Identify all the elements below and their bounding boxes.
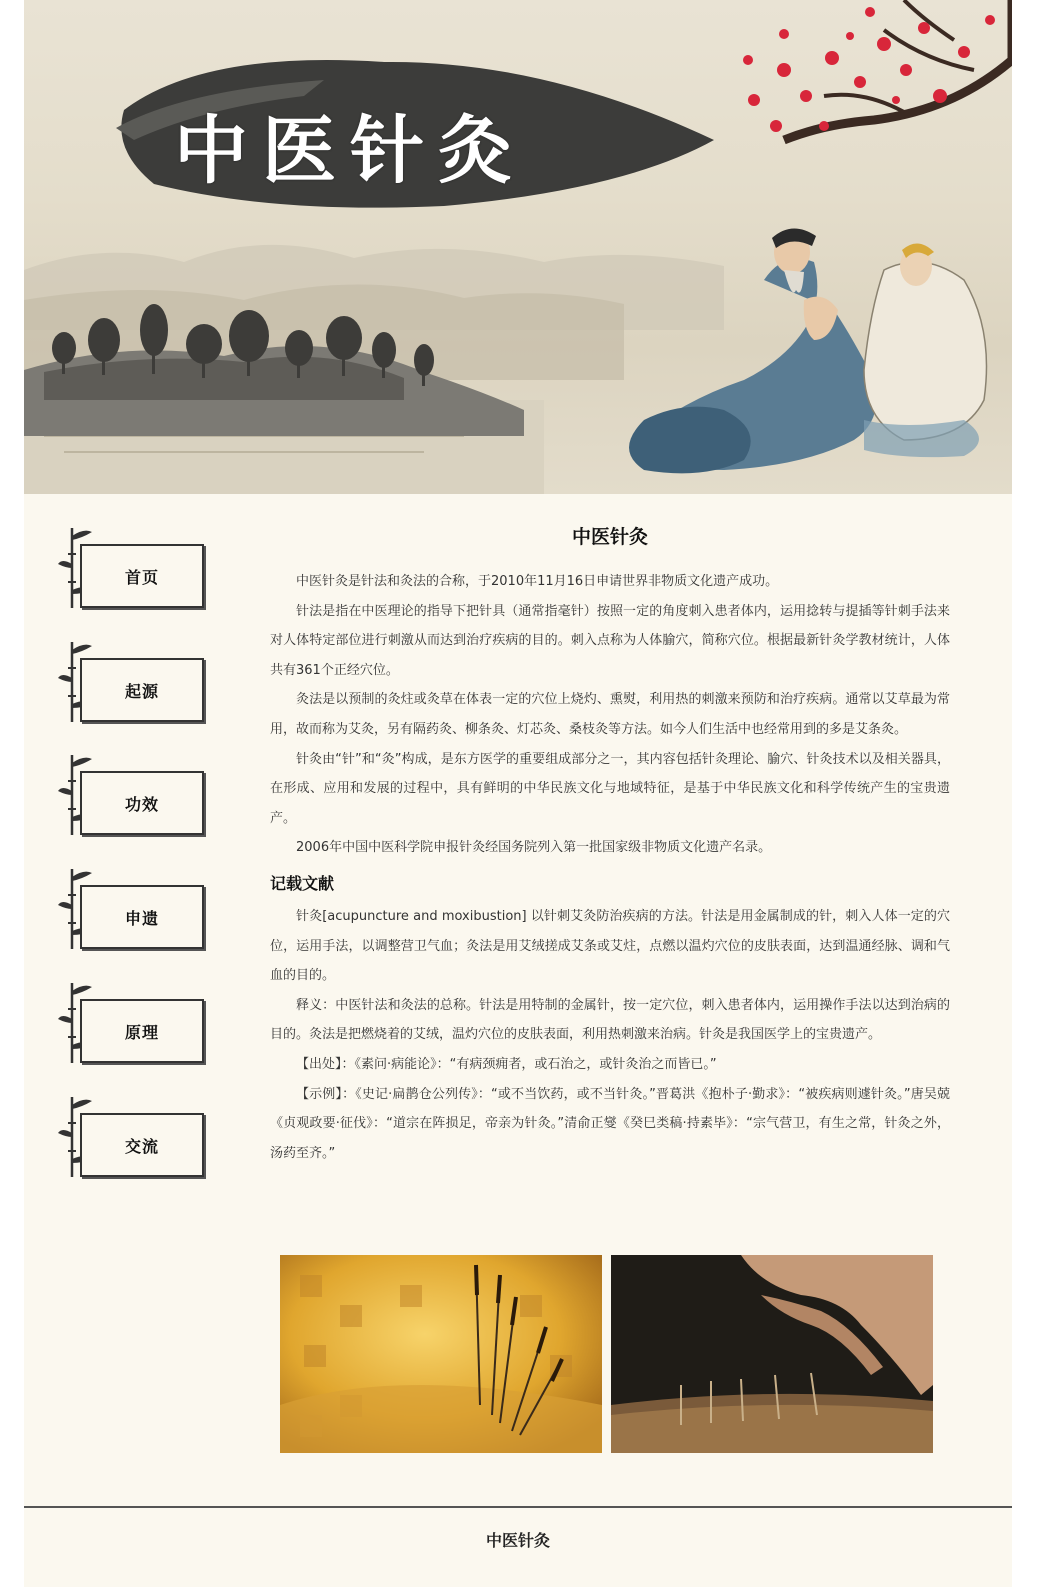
nav-box[interactable] (80, 544, 204, 608)
nav-box[interactable] (80, 658, 204, 722)
nav-box[interactable] (80, 1113, 204, 1177)
section-paragraph: 针灸[acupuncture and moxibustion] 以针刺艾灸防治疾病的方法。针法是用金属制成的针，刺入人体一定的穴位，运用手法，以调整营卫气血；灸法是用艾绒搓成艾条或艾炷，点燃以温灼穴位的皮肤表面，达到温通经脉、调和气血的目的。 (270, 908, 950, 984)
banner-painting (24, 0, 1012, 494)
photo-gallery (280, 1255, 940, 1455)
photo-needles-on-book (280, 1255, 602, 1453)
section-paragraph: 释义：中医针法和灸法的总称。针法是用特制的金属针，按一定穴位，刺入患者体内，运用操作手法以达到治病的目的。灸法是把燃烧着的艾绒，温灼穴位的皮肤表面，利用热刺激来治病。针灸是我国医学上的宝贵遗产。 (270, 997, 950, 1043)
article-paragraph: 2006年中国中医科学院申报针灸经国务院列入第一批国家级非物质文化遗产名录。 (296, 840, 772, 856)
nav-box[interactable] (80, 771, 204, 835)
article-title: 中医针灸 (571, 526, 648, 548)
nav-item-exchange[interactable] (58, 1093, 208, 1179)
footer-text: 中医针灸 (485, 1531, 550, 1550)
nav-box[interactable] (80, 885, 204, 949)
nav-label: 原理 (124, 1022, 159, 1042)
photo-acupuncture-hand (611, 1255, 933, 1453)
nav-item-heritage[interactable] (58, 865, 208, 951)
nav-label: 功效 (124, 794, 159, 814)
nav-label: 交流 (124, 1136, 159, 1156)
section-paragraph: 【出处】：《素问·病能论》：“有病颈痈者，或石治之，或针灸治之而皆已。” (296, 1056, 717, 1072)
section-paragraph: 【示例】：《史记·扁鹊仓公列传》：“或不当饮药，或不当针灸。”晋葛洪《抱朴子·勤求》：“被疾病则遽针灸。”唐吴兢《贞观政要·征伐》：“道宗在阵损足，帝亲为针灸。”清俞正燮《癸巳类稿·持素毕》：“宗气营卫，有生之常，针灸之外，汤药至齐。” (270, 1086, 950, 1161)
article-paragraph: 针法是指在中医理论的指导下把针具（通常指毫针）按照一定的角度刺入患者体内，运用捻转与提插等针刺手法来对人体特定部位进行刺激从而达到治疗疾病的目的。刺入点称为人体腧穴，简称穴位。根据最新针灸学教材统计，人体共有361个正经穴位。 (270, 603, 950, 678)
nav-item-origin[interactable] (58, 638, 208, 724)
nav-label: 申遗 (124, 908, 159, 928)
footer (24, 1506, 1012, 1589)
nav-item-efficacy[interactable] (58, 751, 208, 837)
banner-title: 中医针灸 (174, 108, 526, 194)
nav-box[interactable] (80, 999, 204, 1063)
nav-label: 首页 (124, 567, 159, 587)
article-paragraph: 灸法是以预制的灸炷或灸草在体表一定的穴位上烧灼、熏熨，利用热的刺激来预防和治疗疾病。通常以艾草最为常用，故而称为艾灸，另有隔药灸、柳条灸、灯芯灸、桑枝灸等方法。如今人们生活中也经常用到的多是艾条灸。 (270, 692, 950, 737)
main-content (270, 514, 950, 1168)
page (24, 0, 1012, 1587)
nav-label: 起源 (124, 681, 159, 701)
nav-item-home[interactable] (58, 524, 208, 610)
nav-item-principle[interactable] (58, 979, 208, 1065)
banner (24, 0, 1012, 494)
section-title: 记载文献 (270, 873, 335, 893)
article-paragraph: 中医针灸是针法和灸法的合称，于2010年11月16日申请世界非物质文化遗产成功。 (296, 574, 779, 589)
article-paragraph: 针灸由“针”和“灸”构成，是东方医学的重要组成部分之一，其内容包括针灸理论、腧穴、针灸技术以及相关器具，在形成、应用和发展的过程中，具有鲜明的中华民族文化与地域特征，是基于中华民族文化和科学传统产生的宝贵遗产。 (270, 751, 950, 826)
